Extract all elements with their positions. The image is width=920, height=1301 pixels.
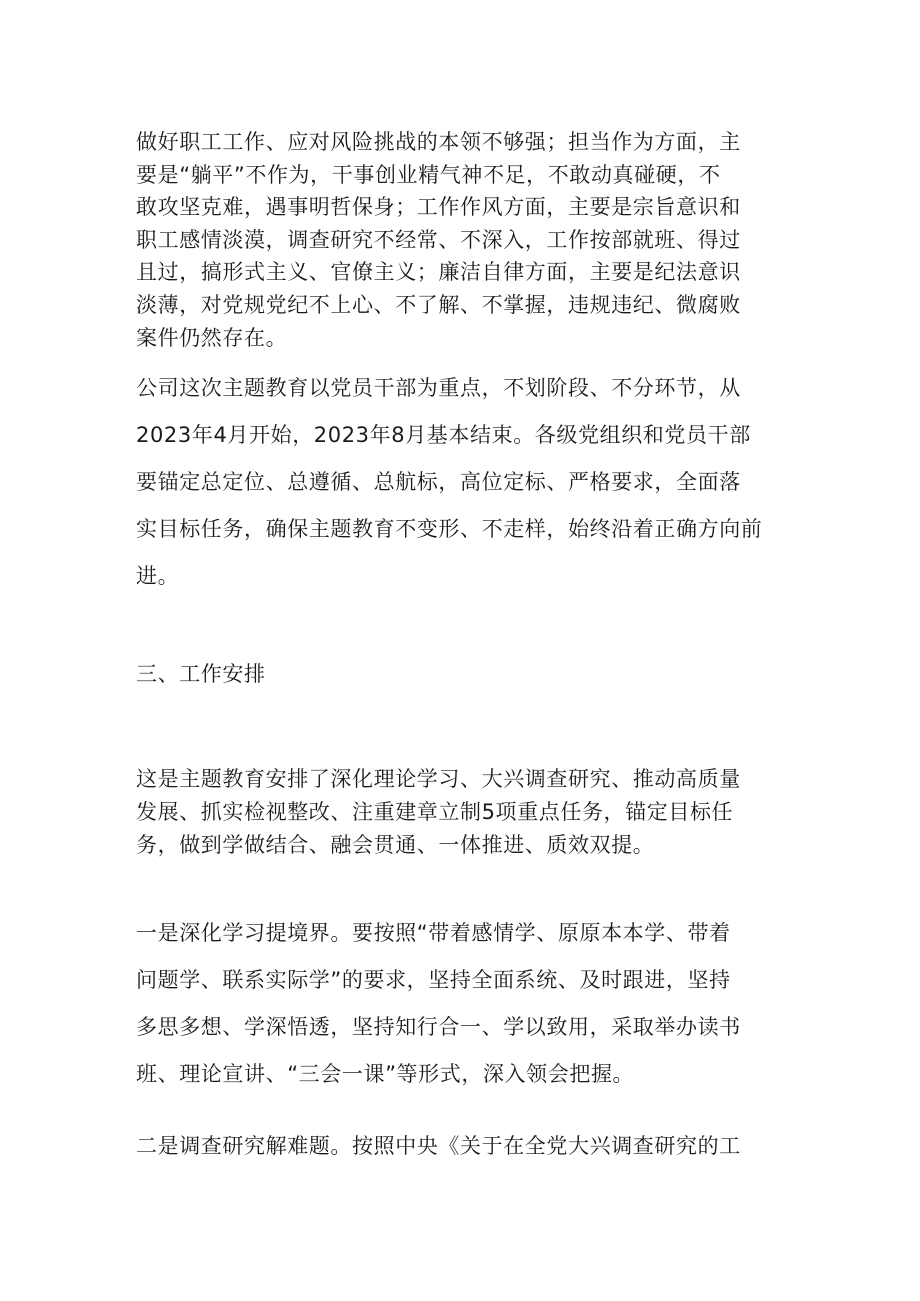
text-line: 且过，搞形式主义、官僚主义；廉洁自律方面，主要是纪法意识 xyxy=(136,260,741,285)
text-line: 务，做到学做结合、融会贯通、一体推进、质效双提。 xyxy=(136,833,655,857)
text-line: 案件仍然存在。 xyxy=(136,325,288,350)
text-line: 一是深化学习提境界。要按照“带着感情学、原原本本学、带着 xyxy=(136,921,731,945)
paragraph-study xyxy=(136,910,796,1098)
text-line: 问题学、联系实际学”的要求，坚持全面系统、及时跟进，坚持 xyxy=(136,968,731,992)
text-line: 淡薄，对党规党纪不上心、不了解、不掌握，违规违纪、微腐败 xyxy=(136,292,741,317)
text-line: 进。 xyxy=(136,564,180,588)
text-line: 2023年4月开始，2023年8月基本结束。各级党组织和党员干部 xyxy=(136,423,751,447)
paragraph-tasks xyxy=(136,763,796,862)
text-line: 实目标任务，确保主题教育不变形、不走样，始终沿着正确方向前 xyxy=(136,517,763,541)
text-line: 公司这次主题教育以党员干部为重点，不划阶段、不分环节，从 xyxy=(136,376,741,400)
section-heading: 三、工作安排 xyxy=(136,662,266,686)
text-line: 多思多想、学深悟透，坚持知行合一、学以致用，采取举办读书 xyxy=(136,1015,741,1039)
paragraph-schedule xyxy=(136,365,796,600)
text-line: 职工感情淡漠，调查研究不经常、不深入，工作按部就班、得过 xyxy=(136,227,741,252)
text-line: 二是调查研究解难题。按照中央《关于在全党大兴调查研究的工 xyxy=(136,1134,741,1158)
text-line: 班、理论宣讲、“三会一课”等形式，深入领会把握。 xyxy=(136,1062,635,1086)
text-line: 发展、抓实检视整改、注重建章立制5项重点任务，锚定目标任 xyxy=(136,800,734,824)
text-line: 要是“躺平”不作为，干事创业精气神不足，不敢动真碰硬，不 xyxy=(136,162,721,187)
paragraph-research xyxy=(136,1123,796,1170)
text-line: 敢攻坚克难，遇事明哲保身；工作作风方面，主要是宗旨意识和 xyxy=(136,195,741,220)
paragraph-issues xyxy=(136,126,796,354)
text-line: 这是主题教育安排了深化理论学习、大兴调查研究、推动高质量 xyxy=(136,767,741,791)
text-line: 要锚定总定位、总遵循、总航标，高位定标、严格要求，全面落 xyxy=(136,470,741,494)
text-line: 做好职工工作、应对风险挑战的本领不够强；担当作为方面，主 xyxy=(136,130,741,154)
